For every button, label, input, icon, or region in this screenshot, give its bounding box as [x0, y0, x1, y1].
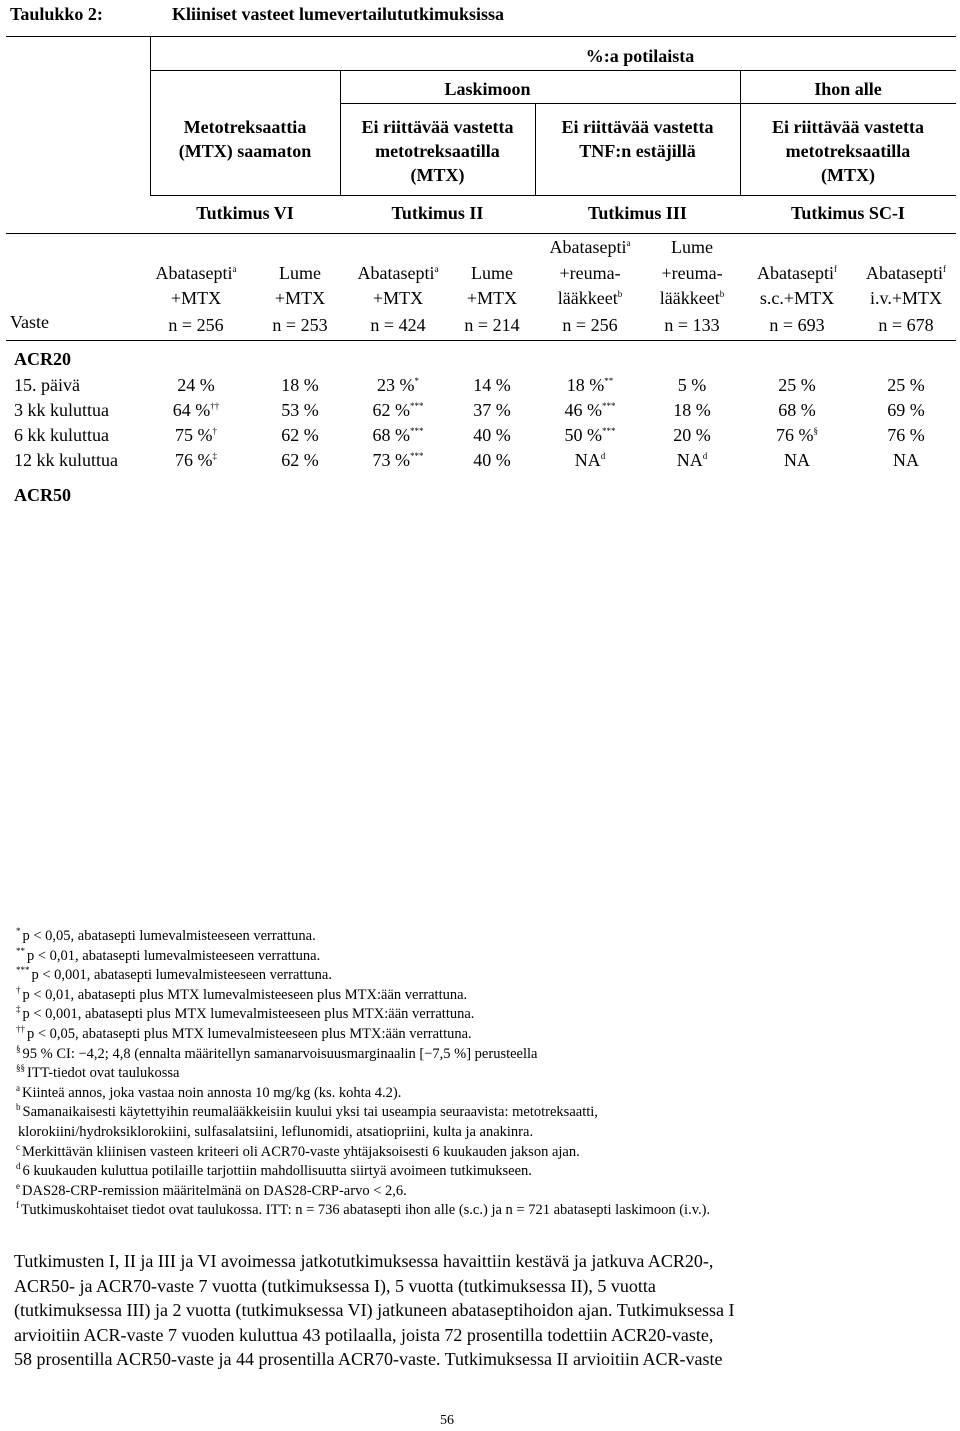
- arm-header-line-value: Abatasepti: [757, 263, 834, 283]
- table-cell-marker: ***: [602, 426, 616, 436]
- table-cell-value: 73 %: [372, 450, 410, 470]
- arm-header-line-value: s.c.+MTX: [759, 288, 835, 308]
- table-cell-marker: ***: [410, 451, 424, 461]
- table-cell: [742, 401, 852, 419]
- footnote-marker: b: [16, 1102, 21, 1113]
- n-value: n = 253: [272, 315, 328, 335]
- arm-header-line: [535, 238, 645, 256]
- footnote: [16, 965, 332, 984]
- table-cell: [437, 401, 547, 419]
- footnote-text: Kiinteä annos, joka vastaa noin annosta 10 mg/kg (ks. kohta 4.2).: [22, 1084, 402, 1101]
- table-cell: [742, 426, 852, 444]
- footnote-text: ITT-tiedot ovat taulukossa: [27, 1065, 180, 1082]
- table-cell-value: NA: [784, 450, 810, 470]
- table-cell-value: 62 %: [281, 425, 319, 445]
- arm-header-line-value: +MTX: [274, 288, 326, 308]
- table-cell: [851, 426, 960, 444]
- footnote-text: Tutkimuskohtaiset tiedot ovat taulukossa. ITT: n = 736 abatasepti ihon alle (s.c.) ja n = 721 abatasepti laskimoon (i.v.).: [21, 1202, 711, 1219]
- table-cell-value: 5 %: [677, 375, 707, 395]
- arm-header-line-value: Lume: [279, 263, 321, 283]
- footnote-text: p < 0,05, abatasepti plus MTX lumevalmisteeseen plus MTX:ään verrattuna.: [27, 1026, 472, 1042]
- table-cell-value: 50 %: [564, 425, 602, 445]
- footnote-marker: a: [16, 1082, 20, 1093]
- n-value: n = 133: [664, 315, 720, 335]
- table-cell: [437, 426, 547, 444]
- footnote-text: p < 0,01, abatasepti plus MTX lumevalmisteeseen plus MTX:ään verrattuna.: [22, 986, 468, 1003]
- header-divider: [150, 36, 151, 196]
- header-top-rule: [6, 36, 956, 37]
- table-cell-marker: ††: [210, 401, 220, 411]
- table-cell-marker: ‡: [212, 451, 217, 461]
- footnote: [16, 1004, 475, 1023]
- footnote-marker: ‡: [16, 1004, 21, 1015]
- group-header-line: metotreksaatilla: [375, 141, 500, 161]
- group-header-line: metotreksaatilla: [785, 141, 911, 161]
- header-bottom-rule: [6, 340, 956, 341]
- table-cell-marker: **: [604, 376, 614, 386]
- table-cell-marker: *: [414, 376, 419, 386]
- footnote-marker: f: [16, 1200, 19, 1211]
- n-value: n = 678: [878, 315, 934, 335]
- table-cell: [437, 376, 547, 394]
- table-cell-marker: ***: [602, 401, 616, 411]
- footnote: [16, 1024, 472, 1042]
- table-cell-value: 76 %: [175, 450, 213, 470]
- table-cell: [637, 376, 747, 394]
- footnote-text: p < 0,01, abatasepti lumevalmisteeseen verrattuna.: [27, 947, 321, 964]
- arm-header-line: [245, 289, 355, 307]
- study-header: Tutkimus VI: [196, 203, 294, 223]
- row-label: 15. päivä: [14, 375, 80, 395]
- arm-header-line: [637, 289, 747, 307]
- arm-header-line-value: Abatasepti: [866, 263, 943, 283]
- body-text-line: 58 prosentilla ACR50-vaste ja 44 prosentilla ACR70-vaste. Tutkimuksessa II arvioitiin ACR-vaste: [14, 1349, 723, 1369]
- footnote-text: klorokiini/hydroksiklorokiini, sulfasalatsiini, leflunomidi, atsatiopriini, kulta ja anakinra.: [18, 1124, 534, 1140]
- arm-header-line-value: +MTX: [170, 288, 222, 308]
- table-cell: [245, 451, 355, 469]
- table-cell: [535, 376, 645, 394]
- arm-header-line-marker: f: [833, 264, 837, 274]
- laskimoon-header: Laskimoon: [444, 79, 531, 99]
- footnote: [16, 1043, 538, 1062]
- table-cell: [535, 401, 645, 419]
- footnote-marker: §§: [16, 1063, 25, 1074]
- header-rule-4: [150, 195, 956, 196]
- arm-header-line-value: Abatasepti: [549, 237, 627, 257]
- study-header: Tutkimus III: [588, 203, 687, 223]
- body-text-line: arvioitiin ACR-vaste 7 vuoden kuluttua 43 potilaalla, joista 72 prosentilla todettiin ACR20-vaste,: [14, 1324, 714, 1345]
- section-label: ACR20: [14, 349, 71, 369]
- row-label: 6 kk kuluttua: [14, 425, 109, 445]
- table-label: Taulukko 2:: [10, 4, 103, 24]
- footnote: [16, 945, 321, 964]
- footnote-text: p < 0,001, abatasepti plus MTX lumevalmisteeseen plus MTX:ään verrattuna.: [22, 1006, 475, 1023]
- footnote: [16, 1161, 532, 1180]
- footnote-text: DAS28-CRP-remission määritelmänä on DAS28-CRP-arvo < 2,6.: [22, 1182, 407, 1199]
- table-cell-value: 69 %: [887, 400, 925, 420]
- footnote-text: p < 0,05, abatasepti lumevalmisteeseen verrattuna.: [22, 928, 316, 944]
- arm-header-line-marker: a: [434, 264, 439, 274]
- footnote-marker: d: [16, 1161, 21, 1172]
- arm-header-line-value: Abatasepti: [155, 263, 233, 283]
- arm-header-line: [535, 264, 645, 282]
- group-header-line: Metotreksaattia: [183, 117, 307, 137]
- study-header: Tutkimus II: [391, 203, 484, 223]
- study-header: Tutkimus SC-I: [791, 203, 905, 223]
- footnote-marker: *: [16, 926, 21, 937]
- footnote-marker: ††: [16, 1024, 25, 1035]
- header-rule-2: [150, 70, 956, 71]
- group-header-line: TNF:n estäjillä: [579, 141, 696, 161]
- table-cell-marker: §: [813, 426, 818, 436]
- table-cell-value: 18 %: [673, 400, 711, 420]
- table-cell-value: 64 %: [172, 400, 211, 420]
- table-cell-marker: d: [702, 451, 708, 461]
- footnote-marker: †: [16, 984, 21, 995]
- body-text-line: Tutkimusten I, II ja III ja VI avoimessa jatkotutkimuksessa havaittiin kestävä ja jatkuva ACR20-,: [14, 1251, 714, 1271]
- arm-header-line: [742, 289, 852, 307]
- row-label: 3 kk kuluttua: [14, 400, 109, 420]
- table-cell: [637, 401, 747, 419]
- body-text-line: ACR50- ja ACR70-vaste 7 vuotta (tutkimuksessa I), 5 vuotta (tutkimuksessa II), 5 vuotta: [14, 1275, 656, 1296]
- footnote-marker: ***: [16, 965, 30, 976]
- n-value: n = 256: [168, 315, 224, 335]
- arm-header-line-marker: a: [232, 264, 237, 274]
- group-header-line: Ei riittävää vastetta: [561, 117, 714, 137]
- n-value: n = 693: [769, 315, 825, 335]
- table-cell-value: 62 %: [372, 400, 410, 420]
- ihon-alle-header: Ihon alle: [814, 79, 882, 99]
- footnote-text: 95 % CI: −4,2; 4,8 (ennalta määritellyn samanarvoisuusmarginaalin [−7,5 %] perusteella: [22, 1045, 538, 1062]
- table-cell-value: 14 %: [473, 375, 511, 395]
- arm-header-line: [851, 264, 960, 282]
- footnote-text: Samanaikaisesti käytettyihin reumalääkkeisiin kuului yksi tai useampia seuraavista: metotreksaatti,: [22, 1104, 598, 1121]
- table-cell-marker: ***: [410, 426, 424, 436]
- arm-header-line: [437, 289, 547, 307]
- table-cell: [742, 376, 852, 394]
- table-cell-value: NA: [893, 450, 919, 470]
- table-cell: [141, 376, 251, 394]
- table-cell-value: 18 %: [281, 375, 319, 395]
- table-cell: [535, 451, 645, 469]
- table-cell-value: 24 %: [177, 375, 215, 395]
- header-rule-3: [740, 103, 956, 104]
- table-cell-marker: †: [212, 426, 217, 436]
- n-value: n = 424: [370, 315, 426, 335]
- arm-header-line-value: Lume: [671, 237, 713, 257]
- arm-header-line: [141, 289, 251, 307]
- table-cell-value: NA: [574, 450, 601, 470]
- table-cell: [851, 451, 960, 469]
- table-cell-value: 76 %: [776, 425, 814, 445]
- footnote-text: p < 0,001, abatasepti lumevalmisteeseen verrattuna.: [31, 967, 332, 984]
- arm-header-line-value: i.v.+MTX: [870, 288, 942, 308]
- table-cell: [141, 451, 251, 469]
- table-cell-value: 23 %: [377, 375, 415, 395]
- vaste-header: Vaste: [10, 312, 49, 332]
- table-cell: [637, 451, 747, 469]
- table-cell: [245, 376, 355, 394]
- header-rule-5: [6, 233, 956, 234]
- table-cell: [141, 426, 251, 444]
- table-cell-value: 40 %: [473, 425, 511, 445]
- footnote: [16, 984, 468, 1003]
- group-header-line: (MTX) saamaton: [178, 141, 312, 161]
- table-cell: [245, 401, 355, 419]
- footnote-marker: §: [16, 1043, 21, 1054]
- table-cell: [141, 401, 251, 419]
- table-cell-value: NA: [676, 450, 703, 470]
- table-cell-value: 62 %: [281, 450, 319, 470]
- arm-header-line-value: +MTX: [466, 288, 518, 308]
- n-value: n = 256: [562, 315, 618, 335]
- arm-header-line-value: Lume: [471, 263, 513, 283]
- table-cell: [535, 426, 645, 444]
- footnote: [16, 1102, 598, 1121]
- body-text-line: (tutkimuksessa III) ja 2 vuotta (tutkimuksessa VI) jatkuneen abataseptihoidon ajan. Tutkimuksessa I: [14, 1300, 735, 1320]
- group-header-line: (MTX): [410, 165, 465, 185]
- table-cell: [742, 451, 852, 469]
- footnote: [16, 926, 316, 944]
- footnote: [16, 1180, 407, 1199]
- section-label: ACR50: [14, 485, 71, 505]
- table-title: Kliiniset vasteet lumevertailututkimuksissa: [172, 4, 504, 24]
- table-cell-value: 46 %: [564, 400, 602, 420]
- arm-header-line: [851, 289, 960, 307]
- arm-header-line-marker: b: [719, 289, 725, 299]
- row-label: 12 kk kuluttua: [14, 450, 118, 470]
- arm-header-line-value: +MTX: [372, 288, 424, 308]
- arm-header-line: [742, 264, 852, 282]
- table-cell-value: 68 %: [778, 400, 816, 420]
- footnote: [16, 1063, 180, 1082]
- table-cell: [437, 451, 547, 469]
- footnote-text: 6 kuukauden kuluttua potilaille tarjottiin mahdollisuutta siirtyä avoimeen tutkimukseen.: [22, 1163, 532, 1180]
- footnote-marker: c: [16, 1141, 20, 1152]
- table-cell-value: 20 %: [673, 425, 711, 445]
- table-cell-value: 53 %: [281, 400, 319, 420]
- arm-header-line: [637, 264, 747, 282]
- arm-header-line-marker: b: [617, 289, 623, 299]
- table-cell-value: 75 %: [175, 425, 213, 445]
- table-cell: [245, 426, 355, 444]
- footnote: [16, 1082, 402, 1101]
- footnote: [16, 1200, 711, 1219]
- footnote: [16, 1141, 580, 1160]
- table-cell: [851, 376, 960, 394]
- group-header-line: Ei riittävää vastetta: [772, 117, 924, 137]
- percent-header: %:a potilaista: [585, 46, 695, 66]
- arm-header-line-marker: f: [942, 264, 946, 274]
- arm-header-line-value: +reuma-: [661, 263, 723, 283]
- table-cell-value: 25 %: [778, 375, 816, 395]
- header-rule-3: [340, 103, 740, 104]
- arm-header-line-value: lääkkeet: [557, 288, 618, 308]
- table-cell-marker: ***: [410, 401, 424, 411]
- arm-header-line-marker: a: [626, 238, 631, 248]
- arm-header-line: [141, 264, 251, 282]
- arm-header-line-value: +reuma-: [559, 263, 621, 283]
- arm-header-line: [245, 264, 355, 282]
- table-cell: [637, 426, 747, 444]
- table-cell-value: 25 %: [887, 375, 925, 395]
- table-cell-value: 18 %: [566, 375, 605, 395]
- group-header-line: Ei riittävää vastetta: [361, 117, 514, 137]
- arm-header-line: [637, 238, 747, 256]
- table-cell-value: 76 %: [887, 425, 925, 445]
- n-value: n = 214: [464, 315, 520, 335]
- table-cell-marker: d: [600, 451, 606, 461]
- arm-header-line-value: Abatasepti: [357, 263, 435, 283]
- group-header-line: (MTX): [821, 165, 875, 185]
- footnote-marker: e: [16, 1180, 20, 1191]
- table-cell: [851, 401, 960, 419]
- table-cell-value: 40 %: [473, 450, 511, 470]
- table-cell-value: 68 %: [372, 425, 410, 445]
- footnote-text: Merkittävän kliinisen vasteen kriteeri oli ACR70-vaste yhtäjaksoisesti 6 kuukauden jakson ajan.: [22, 1143, 580, 1160]
- arm-header-line: [437, 264, 547, 282]
- page-number: 56: [440, 1413, 454, 1428]
- footnote: [16, 1125, 533, 1140]
- arm-header-line-value: lääkkeet: [659, 288, 720, 308]
- footnote-marker: **: [16, 945, 25, 956]
- arm-header-line: [535, 289, 645, 307]
- table-cell-value: 37 %: [473, 400, 511, 420]
